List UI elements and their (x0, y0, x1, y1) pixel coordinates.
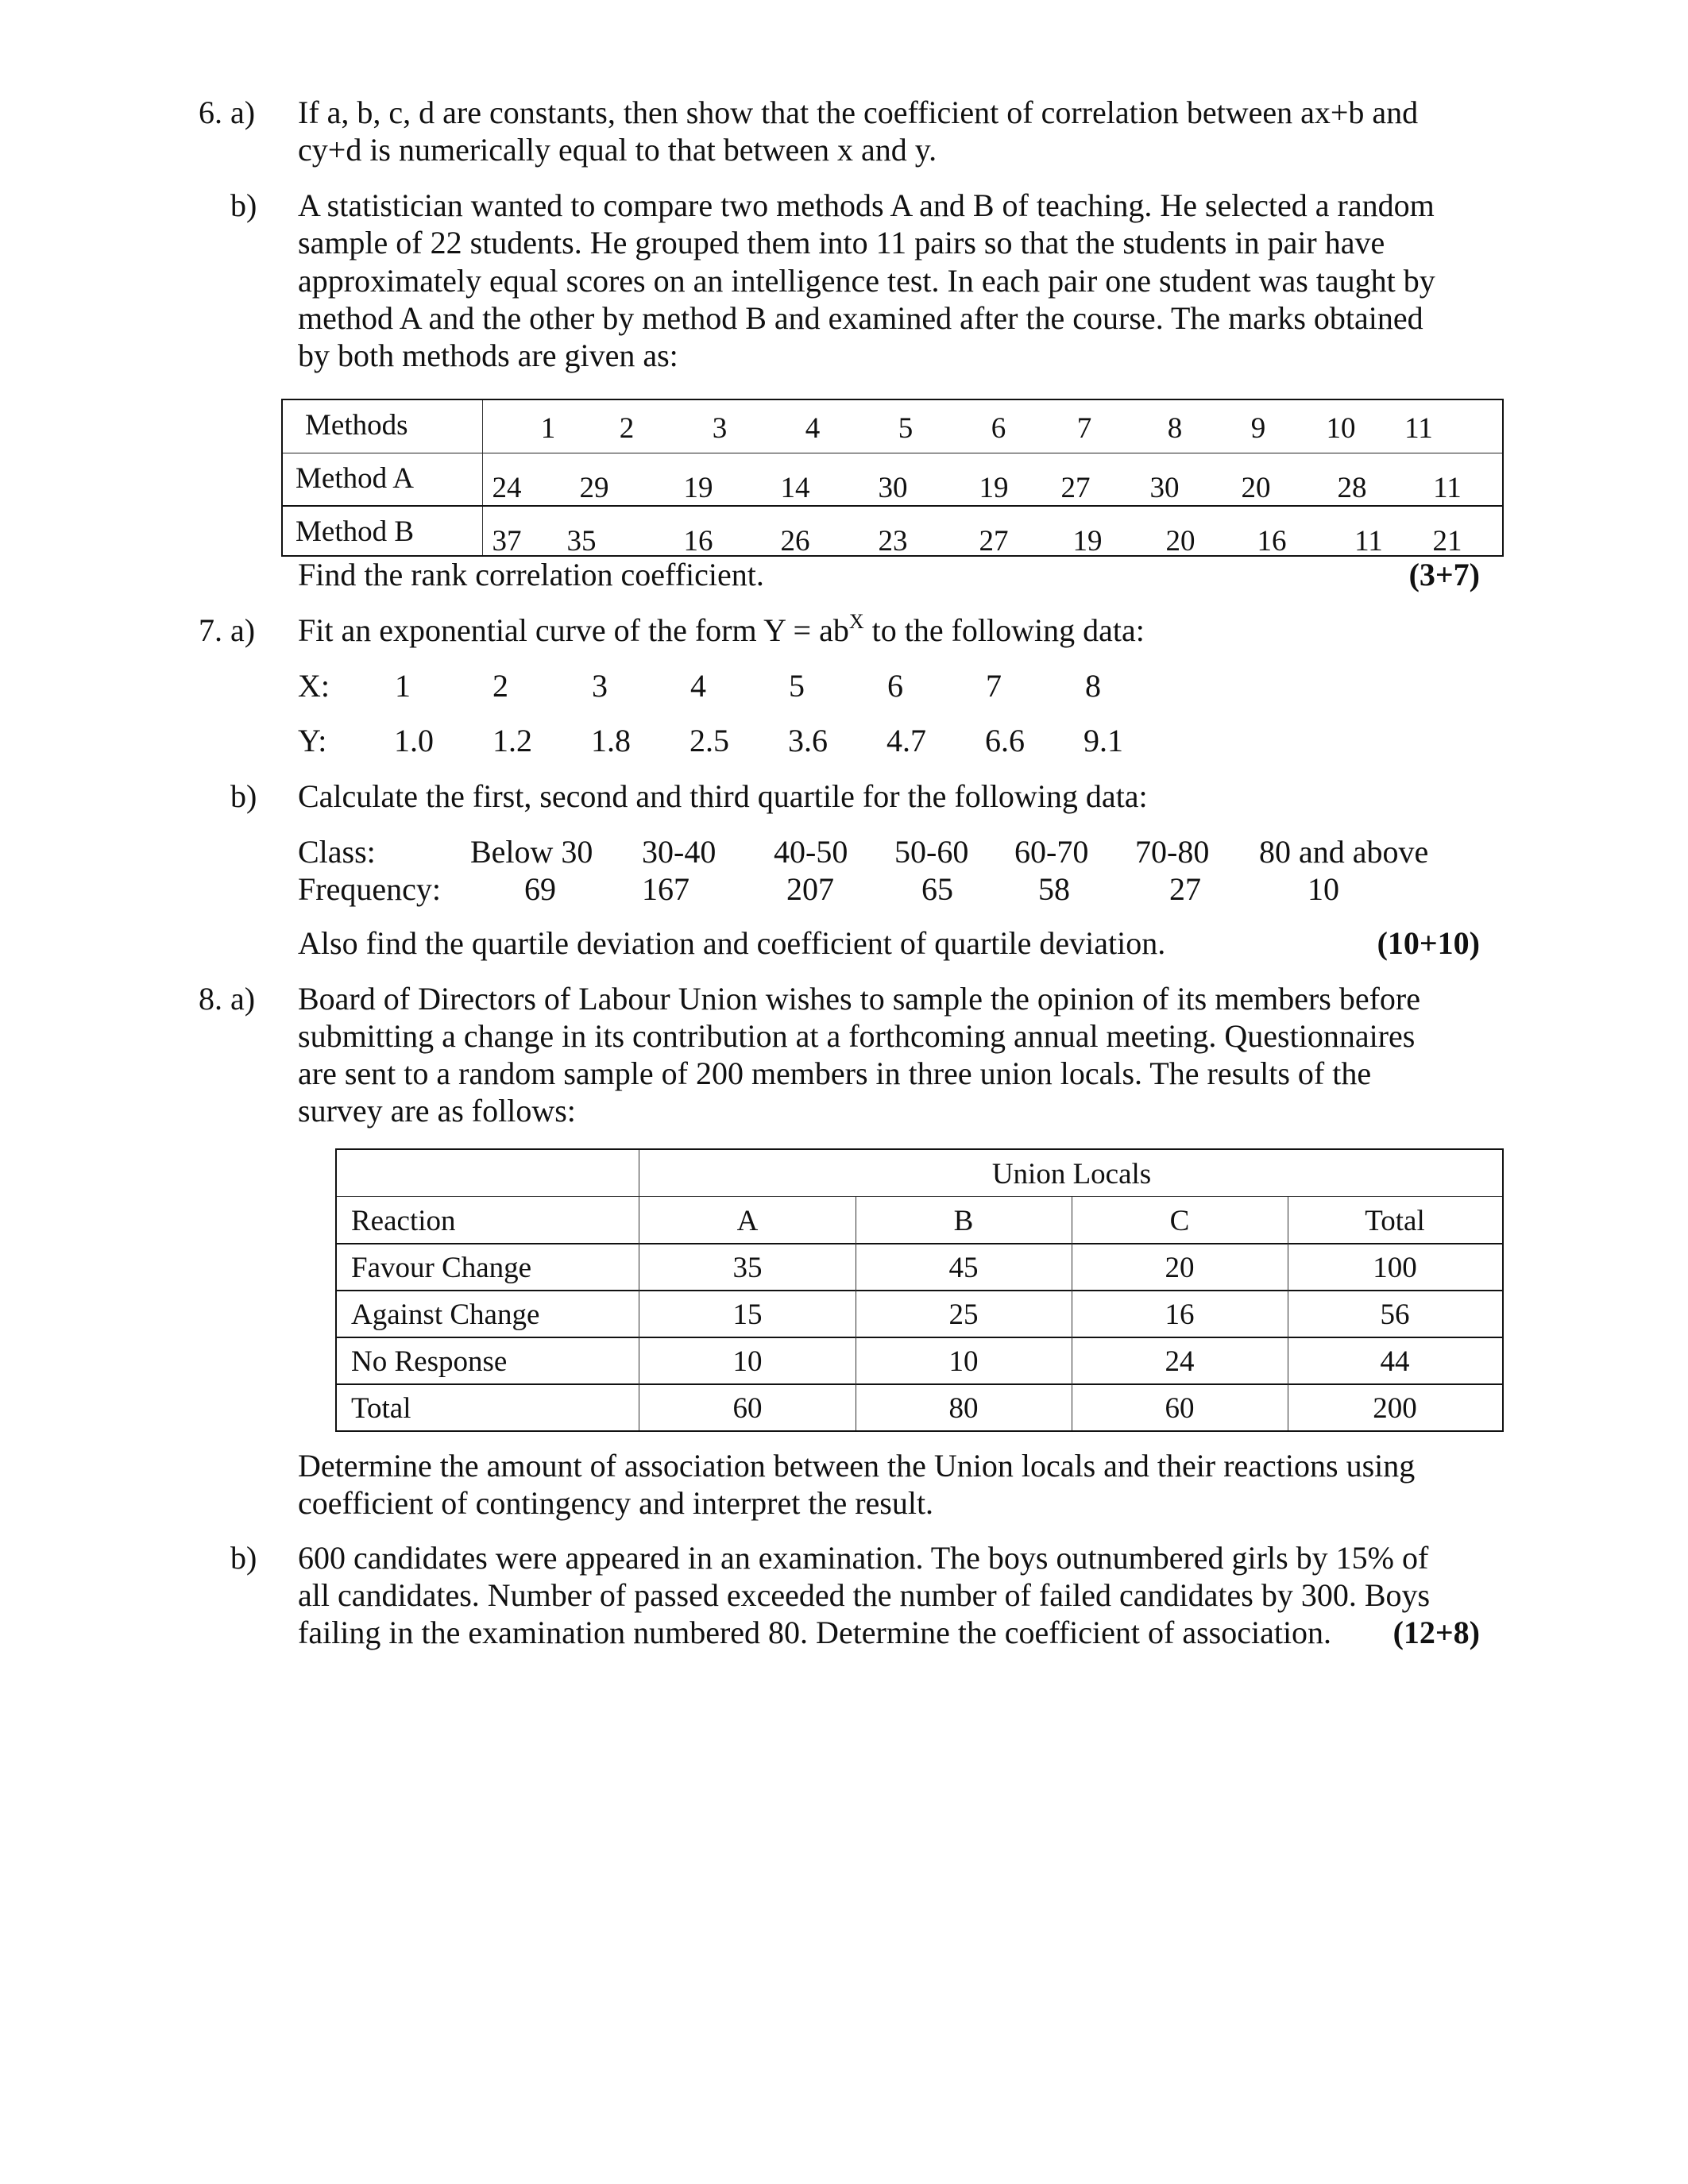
frequency-value: 27 (1169, 871, 1201, 907)
column-header-reaction: Reaction (351, 1205, 456, 1237)
class-value: 30-40 (642, 834, 717, 870)
table-rule (337, 1196, 1502, 1197)
y-value: 2.5 (689, 723, 729, 758)
table-cell: 27 (979, 525, 1009, 558)
exponent-superscript: X (848, 610, 864, 633)
question-7a-text (298, 612, 1145, 649)
table-cell: 16 (1257, 525, 1287, 558)
x-value: 6 (887, 668, 903, 704)
row-label: No Response (351, 1345, 508, 1378)
header-methods: Methods (305, 409, 408, 442)
row-label: Against Change (351, 1298, 540, 1331)
class-value: Below 30 (470, 834, 593, 870)
x-value: 5 (789, 668, 805, 704)
question-7a-text-before: Fit an exponential curve of the form Y = ab (298, 612, 849, 648)
pair-number: 10 (1326, 412, 1356, 445)
question-8b-line-1: 600 candidates were appeared in an examination. The boys outnumbered girls by 15% of (298, 1540, 1429, 1576)
question-6b-line-1: A statistician wanted to compare two methods A and B of teaching. He selected a random (298, 187, 1435, 223)
table-cell: 20 (1165, 525, 1196, 558)
table-cell: 19 (1072, 525, 1103, 558)
table-row-method-b (283, 505, 1502, 559)
pair-number: 11 (1404, 412, 1433, 445)
frequency-value: 207 (786, 871, 834, 907)
x-value: 1 (395, 668, 411, 704)
x-row-label: X: (298, 668, 330, 704)
question-8a-line-3: are sent to a random sample of 200 members in three union locals. The results of the (298, 1055, 1372, 1091)
y-value: 6.6 (985, 723, 1025, 758)
table-cell: 20 (1241, 472, 1271, 504)
table-cell: 26 (780, 525, 810, 558)
group-header-union-locals: Union Locals (991, 1158, 1152, 1190)
class-row-label: Class: (298, 834, 376, 870)
table-cell: 100 (1373, 1252, 1417, 1284)
question-6b-line-2: sample of 22 students. He grouped them into 11 pairs so that the students in pair have (298, 225, 1385, 260)
table-cell: 28 (1337, 472, 1367, 504)
question-6b-instruction: Find the rank correlation coefficient. (298, 557, 764, 592)
table-cell: 37 (492, 525, 522, 558)
x-value: 3 (592, 668, 608, 704)
question-8-marks: (12+8) (1393, 1615, 1480, 1650)
question-6b-line-4: method A and the other by method B and examined after the course. The marks obtained (298, 300, 1423, 336)
frequency-value: 69 (524, 871, 556, 907)
table-cell: 10 (948, 1345, 979, 1378)
y-value: 4.7 (886, 723, 926, 758)
question-6a-line-2: cy+d is numerically equal to that between x and y. (298, 132, 937, 168)
pair-number: 7 (1076, 412, 1092, 445)
question-7b-text: Calculate the first, second and third quartile for the following data: (298, 778, 1148, 814)
question-7a-text-after: to the following data: (863, 612, 1145, 648)
y-row-label: Y: (298, 723, 327, 758)
x-value: 8 (1085, 668, 1101, 704)
pair-number: 9 (1250, 412, 1266, 445)
pair-number: 6 (991, 412, 1006, 445)
pair-number: 8 (1167, 412, 1183, 445)
table-cell: 25 (948, 1298, 979, 1331)
table-cell: 15 (732, 1298, 763, 1331)
question-6b-line-3: approximately equal scores on an intelligence test. In each pair one student was taught by (298, 263, 1435, 299)
y-value: 3.6 (788, 723, 828, 758)
table-cell: 24 (492, 472, 522, 504)
table-cell: 56 (1380, 1298, 1410, 1331)
class-value: 80 and above (1259, 834, 1429, 870)
pair-number: 4 (805, 412, 821, 445)
table-cell: 16 (683, 525, 713, 558)
question-8b-label: b) (230, 1540, 257, 1576)
table-cell: 30 (878, 472, 908, 504)
question-8a-instruction-line-2: coefficient of contingency and interpret the result. (298, 1485, 934, 1521)
table-cell: 60 (1165, 1392, 1195, 1425)
table-cell: 14 (780, 472, 810, 504)
table-cell: 16 (1165, 1298, 1195, 1331)
pair-number: 1 (540, 412, 556, 445)
table-cell: 60 (732, 1392, 763, 1425)
table-cell: 80 (948, 1392, 979, 1425)
table-rule (337, 1290, 1502, 1291)
table-rule (337, 1383, 1502, 1385)
table-cell: 11 (1433, 472, 1462, 504)
x-value: 7 (986, 668, 1002, 704)
table-rule (337, 1337, 1502, 1338)
question-6b-line-5: by both methods are given as: (298, 338, 678, 373)
union-locals-table (335, 1148, 1504, 1432)
question-6-marks: (3+7) (1408, 557, 1480, 592)
column-header-a: A (736, 1205, 759, 1237)
table-cell: 11 (1354, 525, 1383, 558)
y-value: 1.2 (492, 723, 532, 758)
column-header-b: B (953, 1205, 974, 1237)
question-6b-label: b) (230, 187, 257, 223)
y-value: 1.0 (394, 723, 434, 758)
table-cell: 35 (732, 1252, 763, 1284)
frequency-row-label: Frequency: (298, 871, 441, 907)
table-cell: 35 (566, 525, 597, 558)
question-8a-line-4: survey are as follows: (298, 1093, 576, 1129)
class-value: 50-60 (894, 834, 969, 870)
pair-number: 2 (619, 412, 635, 445)
table-header-row (283, 400, 1502, 453)
table-cell: 30 (1149, 472, 1180, 504)
question-8a-line-1: Board of Directors of Labour Union wishes to sample the opinion of its members before (298, 981, 1421, 1017)
column-header-c: C (1169, 1205, 1190, 1237)
frequency-value: 58 (1038, 871, 1070, 907)
frequency-value: 65 (921, 871, 953, 907)
question-7b-instruction: Also find the quartile deviation and coefficient of quartile deviation. (298, 925, 1166, 961)
question-6a-label: 6. a) (199, 95, 256, 130)
table-cell: 10 (732, 1345, 763, 1378)
table-row-method-a (283, 453, 1502, 506)
class-value: 70-80 (1135, 834, 1210, 870)
question-7-marks: (10+10) (1377, 925, 1480, 961)
frequency-value: 167 (642, 871, 689, 907)
table-cell: 19 (683, 472, 713, 504)
table-cell: 21 (1432, 525, 1462, 558)
class-value: 60-70 (1014, 834, 1089, 870)
x-value: 2 (492, 668, 508, 704)
question-6a-line-1: If a, b, c, d are constants, then show that the coefficient of correlation between ax+b and (298, 95, 1419, 130)
table-cell: 200 (1373, 1392, 1417, 1425)
table-cell: 20 (1165, 1252, 1195, 1284)
table-cell: 19 (979, 472, 1009, 504)
table-cell: 24 (1165, 1345, 1195, 1378)
question-7b-label: b) (230, 778, 257, 814)
pair-number: 3 (712, 412, 728, 445)
table-cell: 27 (1060, 472, 1091, 504)
question-8a-instruction-line-1: Determine the amount of association between the Union locals and their reactions using (298, 1448, 1416, 1484)
question-8b-line-3: failing in the examination numbered 80. Determine the coefficient of association. (298, 1615, 1332, 1650)
y-value: 1.8 (591, 723, 631, 758)
frequency-value: 10 (1308, 871, 1339, 907)
question-8b-line-2: all candidates. Number of passed exceeded the number of failed candidates by 300. Boys (298, 1577, 1431, 1613)
row-label: Method B (295, 515, 415, 548)
table-cell: 29 (579, 472, 609, 504)
question-8a-line-2: submitting a change in its contribution at a forthcoming annual meeting. Questionnaires (298, 1018, 1416, 1054)
table-cell: 44 (1380, 1345, 1410, 1378)
table-cell: 23 (878, 525, 908, 558)
table-rule (337, 1243, 1502, 1244)
row-label: Favour Change (351, 1252, 532, 1284)
y-value: 9.1 (1083, 723, 1123, 758)
row-label: Method A (295, 462, 415, 495)
question-8a-label: 8. a) (199, 981, 256, 1017)
table-cell: 45 (948, 1252, 979, 1284)
class-value: 40-50 (774, 834, 848, 870)
question-7a-label: 7. a) (199, 612, 256, 648)
column-header-total: Total (1365, 1205, 1425, 1237)
x-value: 4 (690, 668, 706, 704)
pair-number: 5 (898, 412, 914, 445)
row-label: Total (351, 1392, 411, 1425)
methods-marks-table (281, 399, 1504, 557)
